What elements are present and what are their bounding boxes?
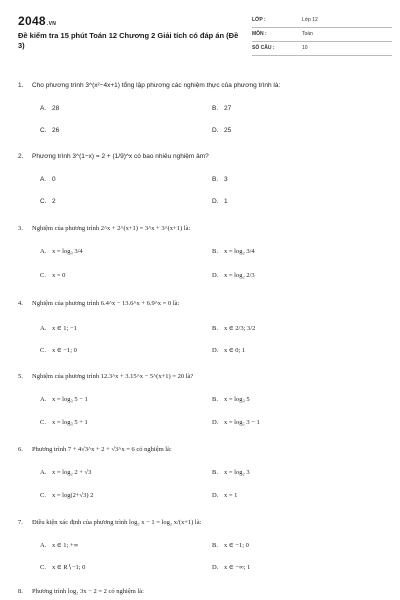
meta-key: SỐ CÂU :: [252, 45, 275, 51]
answer-label: B.: [212, 176, 219, 183]
answer-label: D.: [212, 127, 219, 134]
meta-row-subject: [252, 28, 392, 42]
answer-a[interactable]: [40, 324, 77, 332]
question-number: 1.: [18, 82, 24, 89]
answer-label: B.: [212, 542, 218, 549]
meta-value: Lớp 12: [302, 17, 318, 23]
answer-text: x = log₅ 3 − 1: [224, 419, 260, 426]
question-number: 4.: [18, 300, 23, 307]
answer-c[interactable]: [40, 563, 85, 571]
answer-label: A.: [40, 396, 47, 403]
answer-text: x = log₃ 5 + 1: [52, 419, 88, 426]
answer-b[interactable]: [212, 324, 255, 332]
answer-text: x = log₃ 3/4: [52, 248, 83, 255]
answer-a[interactable]: [40, 396, 88, 403]
answer-d[interactable]: [212, 346, 245, 354]
answer-text: x = log₂ 3/4: [224, 248, 255, 255]
answer-text: x ∈ 0; 1: [224, 347, 246, 354]
question-number: 8.: [18, 588, 23, 595]
answer-label: B.: [212, 105, 219, 112]
question-number: 3.: [18, 225, 23, 232]
document-header: [18, 14, 388, 60]
answer-text: 26: [52, 127, 60, 134]
meta-value: Toán: [302, 31, 313, 37]
answer-a[interactable]: [40, 541, 78, 549]
answer-label: D.: [212, 419, 219, 426]
answer-text: 2: [52, 198, 56, 205]
answer-text: x = log₂ 3: [224, 469, 250, 476]
answer-c[interactable]: [40, 272, 65, 279]
question-number: 7.: [18, 519, 23, 526]
answer-b[interactable]: [212, 469, 250, 476]
question-text: Nghiệm của phương trình 2^x + 2^(x+1) = 3^x + 3^(x+1) là:: [32, 225, 191, 232]
answer-text: x ∈ −∞; 1: [224, 564, 251, 571]
question-text: Phương trình 3^(1−x) = 2 + (1/9)^x có bao nhiêu nghiệm âm?: [32, 153, 209, 160]
answer-c[interactable]: [40, 492, 93, 499]
answer-b[interactable]: [212, 248, 255, 255]
answer-label: D.: [212, 198, 219, 205]
answer-label: D.: [212, 272, 219, 279]
answer-text: x = log₂ 2 + √3: [52, 469, 92, 476]
question-text: Nghiệm của phương trình 12.3^x + 3.15^x − 5^(x+1) = 20 là?: [32, 373, 194, 380]
answer-text: x = log₃ 5 − 1: [52, 396, 88, 403]
meta-row-count: [252, 42, 392, 56]
answer-label: C.: [40, 564, 46, 571]
answer-text: 3: [224, 176, 228, 183]
answer-label: C.: [40, 419, 46, 426]
answer-label: C.: [40, 347, 46, 354]
question-number: 2.: [18, 153, 24, 160]
answer-label: C.: [40, 492, 46, 499]
answer-label: C.: [40, 198, 47, 205]
document-title: Đề kiểm tra 15 phút Toán 12 Chương 2 Giải tích có đáp án (Đề 3): [18, 31, 239, 50]
answer-text: x = log₂ 2/3: [224, 272, 255, 279]
answer-text: x ∈ 1; −1: [52, 325, 77, 332]
answer-label: C.: [40, 127, 47, 134]
answer-label: B.: [212, 396, 218, 403]
meta-key: LỚP :: [252, 17, 266, 23]
answer-text: x ∈ −1; 0: [52, 347, 77, 354]
answer-b[interactable]: [212, 396, 250, 403]
answer-d[interactable]: [212, 419, 260, 426]
answer-label: A.: [40, 542, 47, 549]
answer-text: 0: [52, 176, 56, 183]
answer-label: D.: [212, 347, 219, 354]
answer-text: x = 1: [224, 492, 238, 499]
answer-a[interactable]: [40, 469, 91, 476]
answer-label: C.: [40, 272, 46, 279]
answer-text: x ∈ −1; 0: [224, 542, 249, 549]
answer-d[interactable]: [212, 563, 250, 571]
answer-c[interactable]: [40, 346, 77, 354]
answer-text: x ∈ R∖−1; 0: [52, 564, 86, 571]
answer-text: x ∈ 2/3; 3/2: [224, 325, 256, 332]
meta-row-class: [252, 14, 392, 28]
meta-value: 10: [302, 45, 308, 51]
logo-sub: .VN: [46, 21, 57, 27]
answer-c[interactable]: [40, 419, 88, 426]
answer-d[interactable]: [212, 492, 237, 499]
answer-d[interactable]: [212, 272, 255, 279]
answer-text: x = 0: [52, 272, 66, 279]
question-text: Phương trình log₂ 3x − 2 = 2 có nghiệm là:: [32, 588, 144, 595]
answer-label: B.: [212, 325, 218, 332]
answer-label: A.: [40, 248, 47, 255]
answer-label: B.: [212, 248, 218, 255]
answer-b[interactable]: [212, 541, 249, 549]
answer-d[interactable]: [212, 127, 231, 134]
question-text: Điều kiện xác định của phương trình log₂ x − 1 = log₂ x/(x+1) là:: [32, 519, 202, 526]
answer-c[interactable]: [40, 127, 59, 134]
answer-text: x = log₃ 5: [224, 396, 250, 403]
question-number: 6.: [18, 446, 23, 453]
answer-label: A.: [40, 176, 47, 183]
answer-d[interactable]: [212, 198, 228, 205]
answer-a[interactable]: [40, 176, 56, 183]
answer-text: 25: [224, 127, 232, 134]
answer-b[interactable]: [212, 105, 231, 112]
question-text: Nghiệm của phương trình 6.4^x − 13.6^x + 6.9^x = 0 là:: [32, 300, 180, 307]
answer-text: 27: [224, 105, 232, 112]
answer-label: D.: [212, 564, 219, 571]
answer-label: A.: [40, 469, 47, 476]
answer-text: x = log(2+√3) 2: [52, 492, 94, 499]
question-number: 5.: [18, 373, 23, 380]
answer-label: B.: [212, 469, 218, 476]
answer-text: 1: [224, 198, 228, 205]
meta-key: MÔN :: [252, 31, 267, 37]
question-text: Cho phương trình 3^(x²−4x+1) tổng lập phương các nghiệm thực của phương trình là:: [32, 82, 281, 89]
answer-b[interactable]: [212, 176, 228, 183]
answer-text: x ∈ 1; +∞: [52, 542, 79, 549]
answer-c[interactable]: [40, 198, 56, 205]
answer-label: A.: [40, 325, 47, 332]
answer-label: A.: [40, 105, 47, 112]
answer-a[interactable]: [40, 248, 83, 255]
site-logo[interactable]: [18, 14, 56, 28]
document-meta: [252, 14, 392, 56]
answer-label: D.: [212, 492, 219, 499]
answer-a[interactable]: [40, 105, 59, 112]
question-text: Phương trình 7 + 4√3^x + 2 + √3^x = 6 có nghiệm là:: [32, 446, 172, 453]
answer-text: 28: [52, 105, 60, 112]
logo-main: 2048: [18, 14, 46, 28]
